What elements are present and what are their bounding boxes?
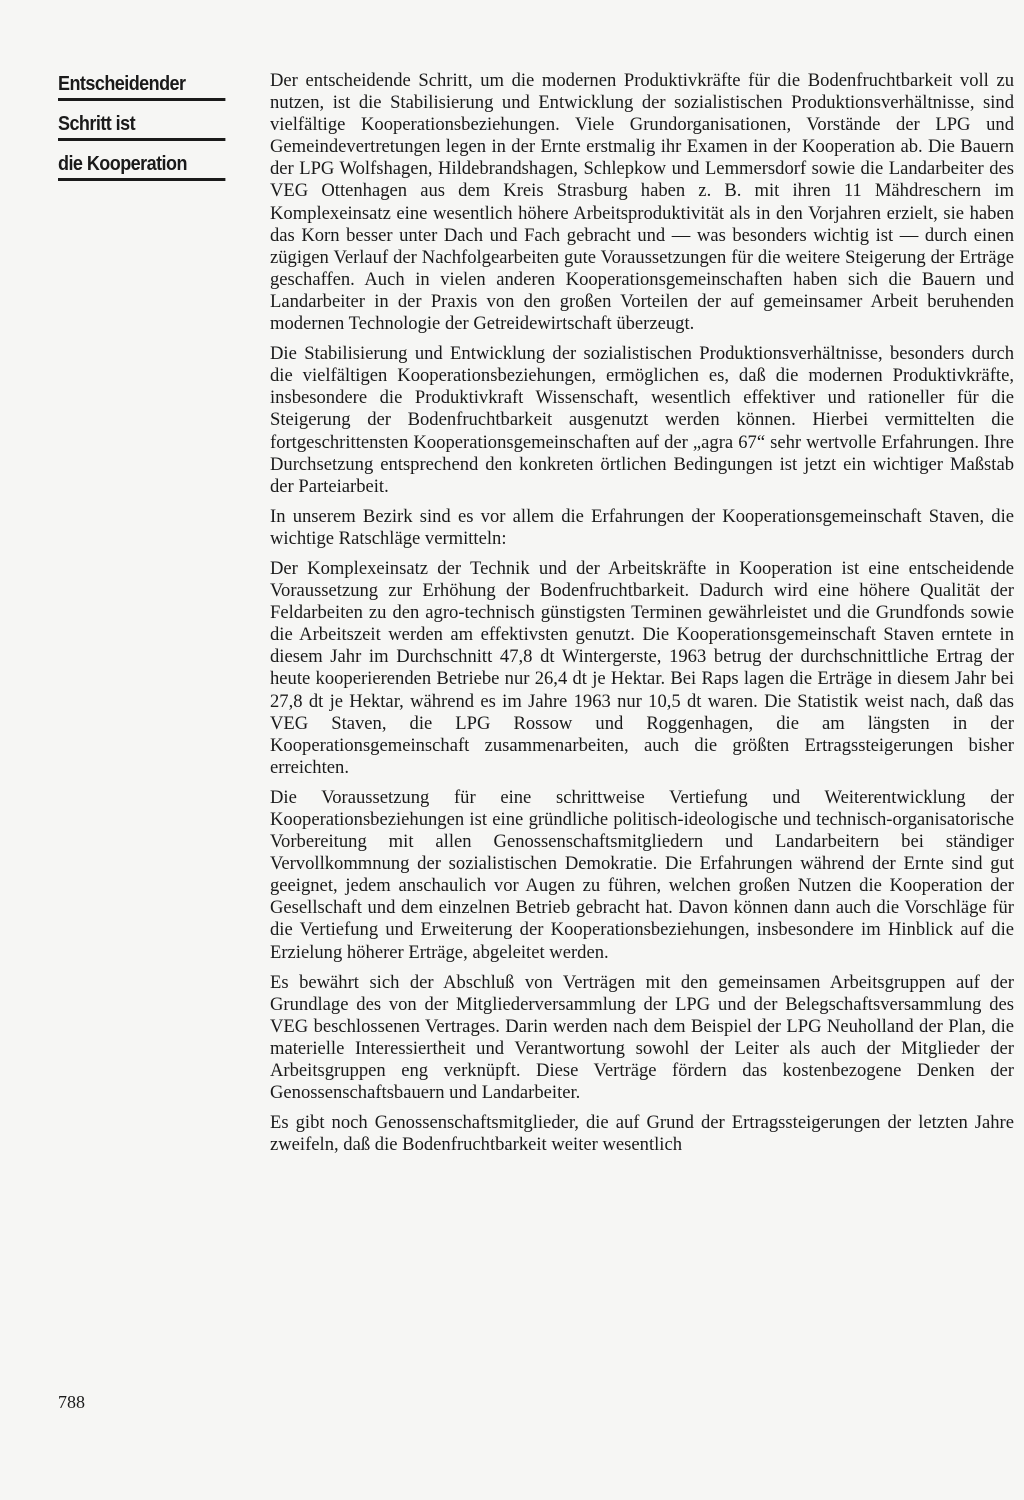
paragraph: Es gibt noch Genossenschaftsmitglieder, die auf Grund der Ertragssteigerungen der letzten Jahre zweifeln, daß die Bodenfruchtbarkeit weiter wesentlich	[270, 1112, 1014, 1156]
paragraph: Die Stabilisierung und Entwicklung der sozialistischen Produktionsverhältnisse, besonders durch die vielfältigen Kooperationsbeziehungen, ermöglichen es, daß die modernen Produktivkräfte, insbesondere die Produktivkraft Wissenschaft, wesentlich effektiver und rationeller für die Steigerung der Bodenfruchtbarkeit ausgenutzt werden können. Hierbei vermittelten die fortgeschrittensten Kooperationsgemeinschaften auf der „agra 67“ sehr wertvolle Erfahrungen. Ihre Durchsetzung entsprechend den konkreten örtlichen Bedingungen ist jetzt ein wichtiger Maßstab der Parteiarbeit.	[270, 343, 1014, 497]
side-heading-line: Schritt ist	[58, 110, 225, 141]
side-heading-line: die Kooperation	[58, 150, 225, 181]
side-heading-line: Entscheidender	[58, 70, 225, 101]
side-heading	[58, 70, 225, 190]
paragraph: Der Komplexeinsatz der Technik und der Arbeitskräfte in Kooperation ist eine entscheidende Voraussetzung zur Erhöhung der Bodenfruchtbarkeit. Dadurch wird eine höhere Qualität der Feldarbeiten zu den agro-technisch günstigsten Terminen gewährleistet und die Grundfonds sowie die Arbeitszeit werden am effektivsten genutzt. Die Kooperationsgemeinschaft Staven erntete in diesem Jahr im Durchschnitt 47,8 dt Wintergerste, 1963 betrug der durchschnittliche Ertrag der heute kooperierenden Betriebe nur 26,4 dt je Hektar. Bei Raps lagen die Erträge in diesem Jahr bei 27,8 dt je Hektar, während es im Jahre 1963 nur 10,5 dt waren. Die Statistik weist nach, daß das VEG Staven, die LPG Rossow und Roggenhagen, die am längsten in der Kooperationsgemeinschaft zusammenarbeiten, auch die größten Ertragssteigerungen bisher erreichten.	[270, 557, 1014, 778]
paragraph: Der entscheidende Schritt, um die modernen Produktivkräfte für die Bodenfruchtbarkeit voll zu nutzen, ist die Stabilisierung und Entwicklung der sozialistischen Produktionsverhältnisse, sind vielfältige Kooperationsbeziehungen. Viele Grundorganisationen, Vorstände der LPG und Gemeindevertretungen legen in der Ernte erstmalig ihr Examen in der Kooperation ab. Die Bauern der LPG Wolfshagen, Hildebrandshagen, Schlepkow und Lemmersdorf sowie die Landarbeiter des VEG Ottenhagen aus dem Kreis Strasburg haben z. B. mit ihren 11 Mähdreschern im Komplexeinsatz eine wesentlich höhere Arbeitsproduktivität als in den Vorjahren erzielt, sie haben das Korn besser unter Dach und Fach gebracht und — was besonders wichtig ist — durch einen zügigen Verlauf der Nachfolgearbeiten gute Voraussetzungen für die weitere Steigerung der Erträge geschaffen. Auch in vielen anderen Kooperationsgemeinschaften haben sich die Bauern und Landarbeiter in der Praxis von den großen Vorteilen der auf gemeinsamer Arbeit beruhenden modernen Technologie der Getreidewirtschaft überzeugt.	[270, 70, 1014, 335]
paragraph: Es bewährt sich der Abschluß von Verträgen mit den gemeinsamen Arbeitsgruppen auf der Grundlage des von der Mitgliederversammlung der LPG und der Belegschaftsversammlung des VEG beschlossenen Vertrages. Darin werden nach dem Beispiel der LPG Neuholland der Plan, die materielle Interessiertheit und Verantwortung sowohl der Leiter als auch der Mitglieder der Arbeitsgruppen eng verknüpft. Diese Verträge fördern das kostenbezogene Denken der Genossenschaftsbauern und Landarbeiter.	[270, 971, 1014, 1104]
paragraph: Die Voraussetzung für eine schrittweise Vertiefung und Weiterentwicklung der Kooperationsbeziehungen ist eine gründliche politisch-ideologische und technisch-organisatorische Vorbereitung mit allen Genossenschaftsmitgliedern und Landarbeitern bei ständiger Vervollkommnung der sozialistischen Demokratie. Die Erfahrungen während der Ernte sind gut geeignet, jedem anschaulich vor Augen zu führen, welchen großen Nutzen die Kooperation der Gesellschaft und dem einzelnen Betrieb gebracht hat. Davon können dann auch die Vorschläge für die Vertiefung und Erweiterung der Kooperationsbeziehungen, insbesondere im Hinblick auf die Erzielung höherer Erträge, abgeleitet werden.	[270, 786, 1014, 963]
paragraph: In unserem Bezirk sind es vor allem die Erfahrungen der Kooperationsgemeinschaft Staven, die wichtige Ratschläge vermitteln:	[270, 505, 1014, 549]
page-number: 788	[58, 1392, 85, 1412]
article-body	[270, 70, 1014, 1164]
